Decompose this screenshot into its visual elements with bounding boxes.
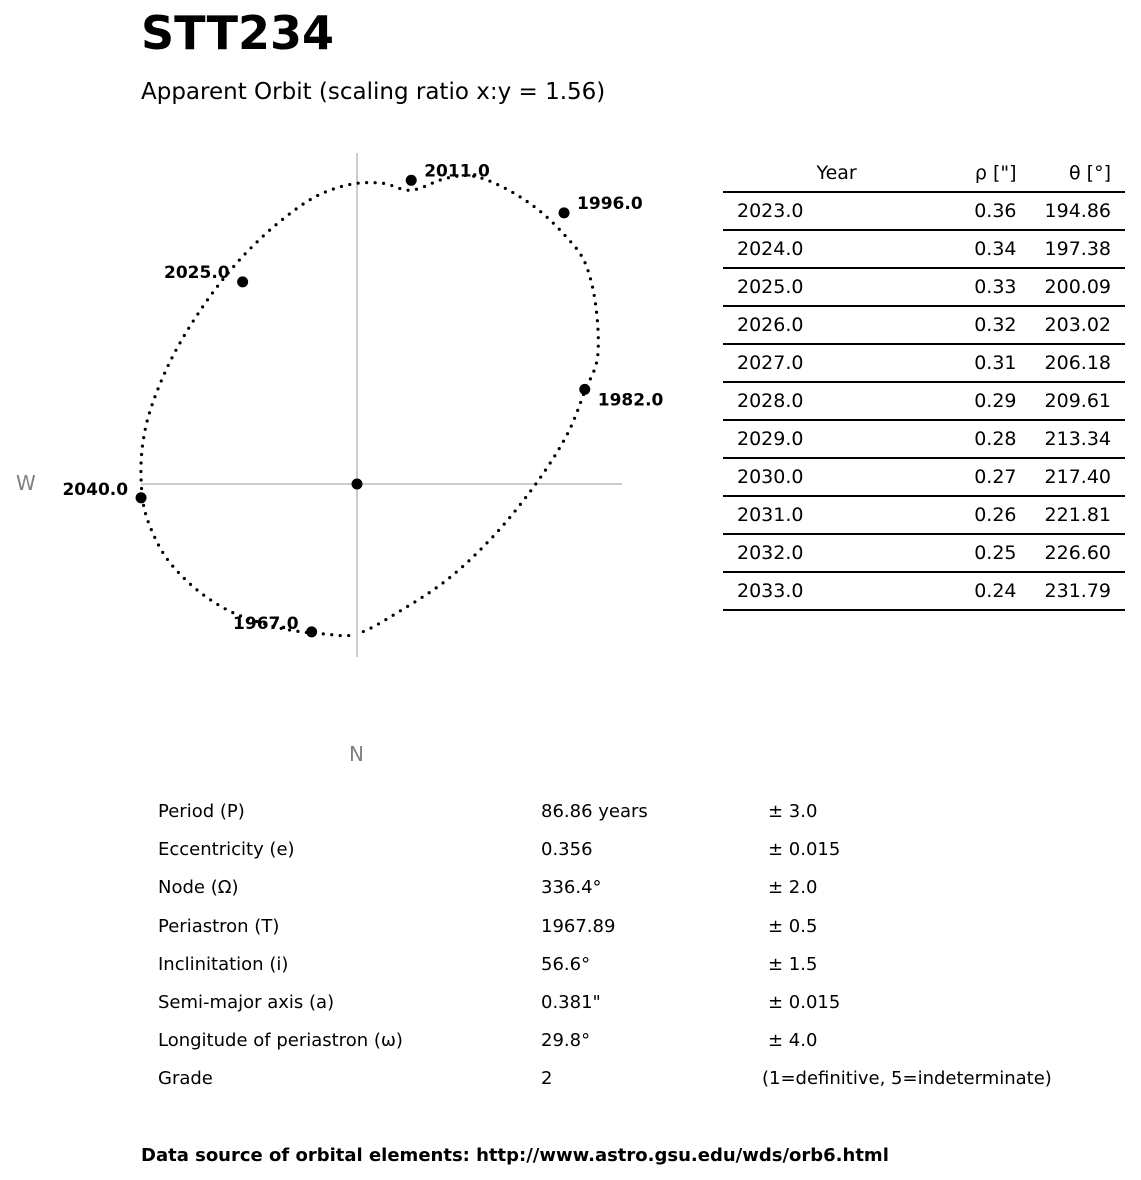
orbit-dot: [497, 529, 500, 532]
theta-cell: 206.18: [1031, 344, 1125, 382]
orbit-dot: [479, 547, 482, 550]
orbit-dot: [139, 470, 142, 473]
orbit-dot: [153, 395, 156, 398]
element-name: Inclinitation (i): [158, 953, 289, 975]
orbit-dot: [448, 576, 451, 579]
orbit-dot: [593, 294, 596, 297]
epoch-label: 1967.0: [233, 613, 299, 634]
table-row: [723, 230, 1125, 268]
orbit-dot: [589, 277, 592, 280]
rho-cell: 0.25: [893, 534, 1031, 572]
data-source-footer: Data source of orbital elements: http://www.astro.gsu.edu/wds/orb6.html: [141, 1145, 889, 1166]
orbit-dot: [552, 222, 555, 225]
orbit-dot: [339, 634, 342, 637]
orbit-dot: [441, 581, 444, 584]
orbit-dot: [347, 634, 350, 637]
orbit-dot: [399, 609, 402, 612]
element-row-longitude-periastron: [158, 1022, 1118, 1060]
orbit-dot: [562, 440, 565, 443]
orbit-dot: [549, 461, 552, 464]
orbit-dot: [202, 593, 205, 596]
orbit-dot: [216, 603, 219, 606]
orbit-dot: [340, 185, 343, 188]
orbit-dot: [140, 453, 143, 456]
orbit-dot: [519, 503, 522, 506]
orbit-dot: [281, 218, 284, 221]
orbit-dot: [322, 632, 325, 635]
epoch-marker: [237, 276, 248, 287]
table-row: [723, 306, 1125, 344]
orbit-dot: [529, 489, 532, 492]
orbit-dot: [398, 187, 401, 190]
orbit-dot: [573, 417, 576, 420]
epoch-label: 2011.0: [424, 161, 490, 182]
orbit-dot: [485, 541, 488, 544]
orbit-dot: [147, 520, 150, 523]
orbit-dot: [532, 205, 535, 208]
orbit-dot: [171, 564, 174, 567]
table-row: [723, 268, 1125, 306]
orbit-dot: [330, 633, 333, 636]
orbit-dot: [558, 228, 561, 231]
year-cell: 2030.0: [723, 458, 893, 496]
year-cell: 2026.0: [723, 306, 893, 344]
orbit-dot: [238, 259, 241, 262]
element-name: Grade: [158, 1068, 213, 1090]
rho-cell: 0.26: [893, 496, 1031, 534]
element-row-eccentricity: [158, 831, 1118, 869]
rho-column-header: ρ ["]: [893, 155, 1031, 192]
orbit-dot: [546, 216, 549, 219]
orbit-dot: [390, 184, 393, 187]
orbit-dot: [144, 512, 147, 515]
element-row-periastron: [158, 908, 1118, 946]
orbit-dot: [294, 207, 297, 210]
element-error: ± 3.0: [768, 801, 818, 822]
element-error: ± 1.5: [768, 953, 818, 975]
element-error: ± 0.5: [768, 915, 818, 937]
orbit-dot: [206, 298, 209, 301]
rho-cell: 0.34: [893, 230, 1031, 268]
orbit-dot: [503, 522, 506, 525]
orbit-dot: [140, 478, 143, 481]
table-row: [723, 192, 1125, 230]
orbital-elements-list: [158, 793, 1118, 1099]
orbit-dot: [262, 234, 265, 237]
theta-cell: 217.40: [1031, 458, 1125, 496]
orbit-dot: [268, 229, 271, 232]
orbit-dot: [514, 509, 517, 512]
rho-cell: 0.31: [893, 344, 1031, 382]
element-value: 0.381": [541, 991, 601, 1013]
orbit-dot: [406, 605, 409, 608]
orbit-dot: [249, 246, 252, 249]
year-cell: 2028.0: [723, 382, 893, 420]
element-row-semi-major-axis: [158, 984, 1118, 1022]
epoch-label: 1982.0: [597, 390, 664, 411]
orbit-dot: [148, 411, 151, 414]
orbit-dot: [539, 475, 542, 478]
orbit-dot: [570, 425, 573, 428]
orbit-dot: [177, 571, 180, 574]
element-name: Eccentricity (e): [158, 839, 295, 861]
orbit-dot: [539, 210, 542, 213]
orbit-dot: [150, 528, 153, 531]
orbit-dot: [406, 189, 409, 192]
element-value: 56.6°: [541, 953, 591, 975]
element-value: 86.86 years: [541, 801, 648, 822]
year-cell: 2033.0: [723, 572, 893, 610]
orbit-dot: [142, 504, 145, 507]
orbit-dot: [589, 377, 592, 380]
table-row: [723, 572, 1125, 610]
element-row-node: [158, 869, 1118, 907]
table-row: [723, 382, 1125, 420]
orbit-dot: [597, 345, 600, 348]
rho-cell: 0.32: [893, 306, 1031, 344]
chart-subtitle: Apparent Orbit (scaling ratio x:y = 1.56): [141, 79, 606, 105]
orbit-dot: [467, 559, 470, 562]
ephemeris-header-row: [723, 155, 1125, 192]
orbit-dot: [170, 356, 173, 359]
orbit-dot: [392, 614, 395, 617]
rho-cell: 0.27: [893, 458, 1031, 496]
orbit-dot: [216, 285, 219, 288]
orbit-dot: [163, 372, 166, 375]
element-row-period: [158, 793, 1118, 831]
orbit-dot: [526, 200, 529, 203]
year-column-header: Year: [723, 155, 893, 192]
orbit-dot: [288, 213, 291, 216]
element-value: 0.356: [541, 839, 593, 861]
year-cell: 2029.0: [723, 420, 893, 458]
theta-cell: 231.79: [1031, 572, 1125, 610]
orbit-plot: [0, 0, 700, 780]
year-cell: 2025.0: [723, 268, 893, 306]
orbit-dot: [518, 195, 521, 198]
orbit-dot: [580, 254, 583, 257]
epoch-marker: [306, 626, 317, 637]
orbit-dot: [369, 626, 372, 629]
orbit-dot: [415, 188, 418, 191]
orbit-dot: [274, 223, 277, 226]
orbit-dot: [146, 419, 149, 422]
element-name: Longitude of periastron (ω): [158, 1030, 403, 1052]
orbit-dot: [174, 349, 177, 352]
element-error: (1=definitive, 5=indeterminate): [762, 1068, 1052, 1090]
rho-cell: 0.33: [893, 268, 1031, 306]
orbit-dot: [332, 187, 335, 190]
epoch-markers: [62, 161, 663, 637]
orbit-dot: [524, 496, 527, 499]
orbit-dot: [157, 543, 160, 546]
orbit-dot: [597, 336, 600, 339]
table-row: [723, 420, 1125, 458]
ephemeris-table: [723, 155, 1125, 611]
theta-cell: 209.61: [1031, 382, 1125, 420]
orbit-dot: [596, 319, 599, 322]
orbit-dot: [461, 565, 464, 568]
orbit-dot: [156, 387, 159, 390]
orbit-dot: [423, 185, 426, 188]
year-cell: 2023.0: [723, 192, 893, 230]
orbit-dot: [563, 234, 566, 237]
orbit-dot: [224, 607, 227, 610]
element-value: 1967.89: [541, 915, 616, 937]
orbit-dot: [348, 183, 351, 186]
orbit-dot: [362, 630, 365, 633]
rho-cell: 0.29: [893, 382, 1031, 420]
orbit-dot: [596, 353, 599, 356]
orbit-dot: [586, 269, 589, 272]
orbit-dot: [428, 591, 431, 594]
element-error: ± 4.0: [768, 1030, 818, 1052]
theta-cell: 221.81: [1031, 496, 1125, 534]
orbit-dot: [255, 240, 258, 243]
orbit-dot: [139, 461, 142, 464]
orbit-dot: [374, 181, 377, 184]
orbit-dot: [591, 285, 594, 288]
orbit-dot: [178, 341, 181, 344]
orbit-dot: [183, 334, 186, 337]
orbit-dot: [183, 577, 186, 580]
orbit-dot: [558, 447, 561, 450]
orbit-dot: [504, 187, 507, 190]
orbit-dot: [166, 558, 169, 561]
orbit-dot: [544, 468, 547, 471]
theta-cell: 226.60: [1031, 534, 1125, 572]
west-label: W: [16, 471, 36, 495]
theta-cell: 194.86: [1031, 192, 1125, 230]
element-name: Period (P): [158, 801, 245, 822]
table-row: [723, 344, 1125, 382]
orbit-dot: [141, 444, 144, 447]
orbit-dot: [382, 182, 385, 185]
year-cell: 2032.0: [723, 534, 893, 572]
orbit-dot: [508, 516, 511, 519]
table-row: [723, 534, 1125, 572]
orbit-dot: [575, 247, 578, 250]
orbit-dot: [569, 240, 572, 243]
element-name: Semi-major axis (a): [158, 991, 335, 1013]
rho-cell: 0.36: [893, 192, 1031, 230]
orbit-dot: [195, 588, 198, 591]
orbit-dot: [196, 312, 199, 315]
orbit-dot: [365, 181, 368, 184]
orbit-dot: [211, 291, 214, 294]
orbit-dot: [413, 600, 416, 603]
orbit-dot: [201, 305, 204, 308]
orbit-dot: [187, 327, 190, 330]
orbit-dot: [209, 598, 212, 601]
rho-cell: 0.28: [893, 420, 1031, 458]
orbit-dot: [232, 265, 235, 268]
orbit-dot: [576, 409, 579, 412]
epoch-marker: [579, 384, 590, 395]
orbit-dot: [592, 370, 595, 373]
orbit-dot: [160, 379, 163, 382]
orbit-dot: [595, 361, 598, 364]
theta-cell: 213.34: [1031, 420, 1125, 458]
epoch-label: 2025.0: [164, 262, 230, 283]
orbit-dot: [150, 403, 153, 406]
primary-star-marker: [352, 479, 363, 490]
year-cell: 2027.0: [723, 344, 893, 382]
orbit-dot: [473, 553, 476, 556]
north-label: N: [349, 742, 364, 766]
rho-cell: 0.24: [893, 572, 1031, 610]
orbit-dot: [244, 252, 247, 255]
orbit-dot: [534, 482, 537, 485]
theta-column-header: θ [°]: [1031, 155, 1125, 192]
element-name: Periastron (T): [158, 915, 280, 937]
table-row: [723, 496, 1125, 534]
orbit-dot: [496, 183, 499, 186]
orbit-dot: [553, 454, 556, 457]
orbit-dot: [431, 182, 434, 185]
orbit-dot: [566, 432, 569, 435]
orbit-dot: [595, 311, 598, 314]
year-cell: 2024.0: [723, 230, 893, 268]
orbit-dot: [455, 571, 458, 574]
orbit-dot: [357, 182, 360, 185]
orbit-dot: [511, 191, 514, 194]
orbit-dot: [324, 190, 327, 193]
orbit-dot: [144, 428, 147, 431]
orbit-dot: [316, 194, 319, 197]
chart-title: STT234: [141, 6, 334, 60]
epoch-label: 2040.0: [62, 479, 129, 500]
element-row-grade: [158, 1060, 1118, 1098]
element-error: ± 2.0: [768, 877, 818, 899]
orbit-dot: [377, 622, 380, 625]
element-value: 336.4°: [541, 877, 602, 899]
orbit-dot: [491, 535, 494, 538]
element-value: 29.8°: [541, 1030, 591, 1052]
element-row-inclination: [158, 946, 1118, 984]
theta-cell: 203.02: [1031, 306, 1125, 344]
orbit-dot: [594, 302, 597, 305]
orbit-dot: [420, 596, 423, 599]
orbit-dot: [309, 198, 312, 201]
orbit-dot: [142, 436, 145, 439]
orbit-dot: [153, 536, 156, 539]
theta-cell: 200.09: [1031, 268, 1125, 306]
element-value: 2: [541, 1068, 553, 1090]
orbit-dot: [140, 487, 143, 490]
orbit-dot: [161, 551, 164, 554]
orbit-path: [139, 174, 600, 637]
orbit-dot: [596, 328, 599, 331]
year-cell: 2031.0: [723, 496, 893, 534]
epoch-marker: [406, 175, 417, 186]
orbit-dot: [301, 203, 304, 206]
epoch-marker: [136, 492, 147, 503]
epoch-label: 1996.0: [577, 193, 643, 214]
table-row: [723, 458, 1125, 496]
epoch-marker: [559, 207, 570, 218]
element-error: ± 0.015: [768, 839, 841, 861]
orbit-dot: [435, 586, 438, 589]
orbit-dot: [189, 583, 192, 586]
orbit-dot: [579, 401, 582, 404]
orbit-dot: [192, 319, 195, 322]
orbit-dot: [583, 261, 586, 264]
element-name: Node (Ω): [158, 877, 239, 899]
element-error: ± 0.015: [768, 991, 841, 1013]
theta-cell: 197.38: [1031, 230, 1125, 268]
orbit-dot: [384, 618, 387, 621]
orbit-dot: [167, 364, 170, 367]
